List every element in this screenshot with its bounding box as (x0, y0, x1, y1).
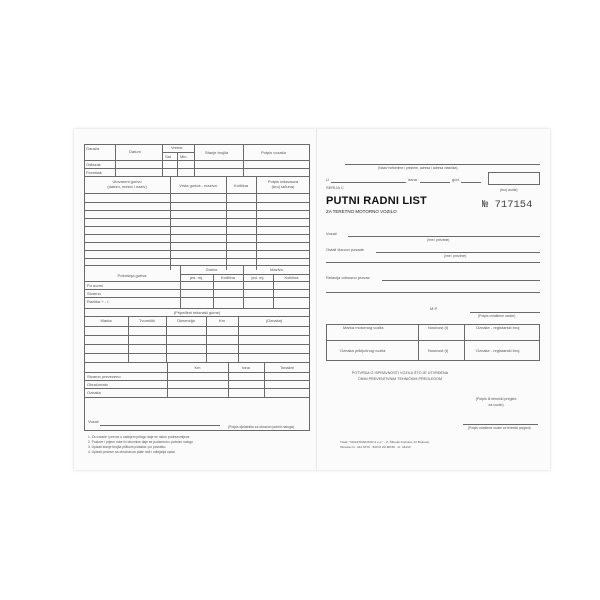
vreme-label: Vreme (171, 145, 183, 150)
mp-caption: (Potpis ovlaštene osobe) (478, 314, 516, 318)
sig-right-line-1: (Potpis ili tehnički pregled (475, 397, 517, 401)
footer-line-1: Tisak: "GRAFOCENTAR d.o.o." - Z. Šibenik-Kninska, 22 Brdovac (340, 440, 430, 444)
place-label: U (326, 177, 329, 182)
po-normi-label: Po normi (87, 283, 104, 288)
mazivo-jed-mj-label: jed. mj. (251, 275, 265, 280)
tyres-title: (Pripeđeni teksnaki gume) (173, 310, 221, 315)
vozac-sign-label: Vozač (88, 419, 99, 424)
gorivo-jed-mj-label: jed. mj. (190, 275, 203, 280)
broj-racuna-label: (broj računa) (271, 184, 295, 189)
statement-line-2: ONIM PREVENTIVNIM TEHNIČKIM PREGLEDOM (357, 377, 443, 381)
footer-line-2: Obrazac br. 444 6370 · 500 M ZA.MP30 · br. 44410 (340, 445, 411, 449)
oznake-reg-label-1: Oznake - registarski broj (476, 325, 520, 330)
posada-field-label: Ostali članovi posade (326, 247, 365, 252)
gorivo-kolicina-label: Količina (220, 275, 235, 280)
datum-label: Datum (129, 149, 141, 154)
obracunato-label: Obračunato (87, 382, 108, 387)
posada-field-caption: (ime i prezime) (444, 254, 467, 258)
mazivo-kolicina-label: Količina (284, 275, 299, 280)
tyre-col-tvornicki: Tvornički (138, 318, 155, 323)
vozac-field-line[interactable] (348, 236, 540, 237)
utovareni-sub-label: (datum, mesto i naziv) (107, 184, 147, 189)
nosivost-label-2: Nosivost (t) (428, 348, 449, 353)
garaza-label: Garaža (86, 146, 100, 151)
stvarno-prevezeno-label: Stvarno prevezeno (87, 374, 121, 379)
stvarno-label: Stvarno (87, 291, 101, 296)
relacija-field-label: Relacija odnosno pravac (326, 275, 370, 280)
marka-motornog-label: Marka motornog vozila (343, 325, 384, 330)
min-label: Min. (180, 154, 188, 159)
page-fold (316, 129, 317, 470)
tyre-col-km: Km (219, 318, 225, 323)
year-label: god. (452, 177, 460, 182)
nosivost-label-1: Nosivost (t) (428, 325, 449, 330)
totals-km-label: Km (194, 365, 201, 370)
potpis-vozaca-label: Potpis vozača (261, 150, 286, 155)
tyre-col-marka: Marka (100, 318, 112, 323)
stanje-brojila-label: Stanje brojila (205, 150, 229, 155)
totals-tona-label: tona (242, 365, 250, 370)
tyre-col-dimenzija: Dimenzija (177, 318, 195, 323)
vozac-field-caption: (ime i prezime) (427, 238, 450, 242)
note-4: 4. Upisati poslove sa obračunom plate radi i odbijanja upisa (88, 450, 175, 454)
potpis-izdavaoca-label: Potpis izdavaoca (267, 179, 299, 184)
prikljucno-label: Oznaka priključnog vozila (340, 348, 386, 353)
sig-right-line-2: za vozilo) (488, 403, 504, 407)
vrsta-goriva-label: Vrsta goriva - maziva (179, 183, 217, 188)
razlika-label: Razlika + - /- (87, 299, 110, 304)
document-title: PUTNI RADNI LIST (326, 195, 427, 207)
statement-line-1: POTVRDA O ISPRAVNOSTI VOZILA ŠTO JE UTVRĐENA (351, 371, 449, 375)
kolicina-label: Količina (233, 183, 248, 188)
box-caption: (broj vozila) (500, 188, 518, 192)
odlazak-label: Odlazak (86, 162, 101, 167)
oznaka-label: Oznaka (87, 390, 101, 395)
sat-label: Sat (165, 154, 172, 159)
serial-number: № 717154 (482, 199, 533, 211)
sig-right-caption: (Potpis ovlaštene osobe za tehnički pregled) (468, 426, 531, 430)
vozac-field-label: Vozač (326, 231, 337, 236)
document-subtitle: ZA TERETNO MOTORNO VOZILO (326, 209, 397, 214)
povratak-label: Povratak (86, 170, 102, 175)
mazivo-label: Mazivo (270, 267, 283, 272)
serija-label: SERIJA C (326, 185, 344, 190)
note-1: 1. Za vozače i prevoz u zadnjem prilogu daje se račun podrazumijeva (88, 435, 190, 439)
potrosnja-goriva-label: Potrošnja goriva (117, 273, 147, 278)
posada-field-line[interactable] (376, 252, 540, 253)
note-3: 3. Upisati stanje brojila prilikom polaska i po povratku (88, 445, 166, 449)
tyre-col-oznaka: (Oznaka) (265, 318, 283, 323)
totals-tonakm-label: Tonakm (279, 365, 294, 370)
note-2: 2. Poslove i prijem robe ili robovnice daje se podacima u putnom nalogu (88, 440, 194, 444)
top-caption: (Naziv tvrtke/ime i prezime, adresa i adresa vlasnika) (378, 166, 458, 170)
utovareni-label: Utovareni gorivo (112, 179, 142, 184)
mp-label: M.P. (430, 306, 438, 311)
oznake-reg-label-2: Oznake - registarski broj (476, 348, 520, 353)
relacija-field-line[interactable] (382, 280, 540, 281)
gorivo-label: Gorivo (205, 267, 218, 272)
vehicle-number-box[interactable] (488, 172, 540, 185)
date-label: dana (408, 177, 417, 182)
sign-caption: (Potpis djelatnika za obračun putnih naloga) (228, 425, 294, 429)
